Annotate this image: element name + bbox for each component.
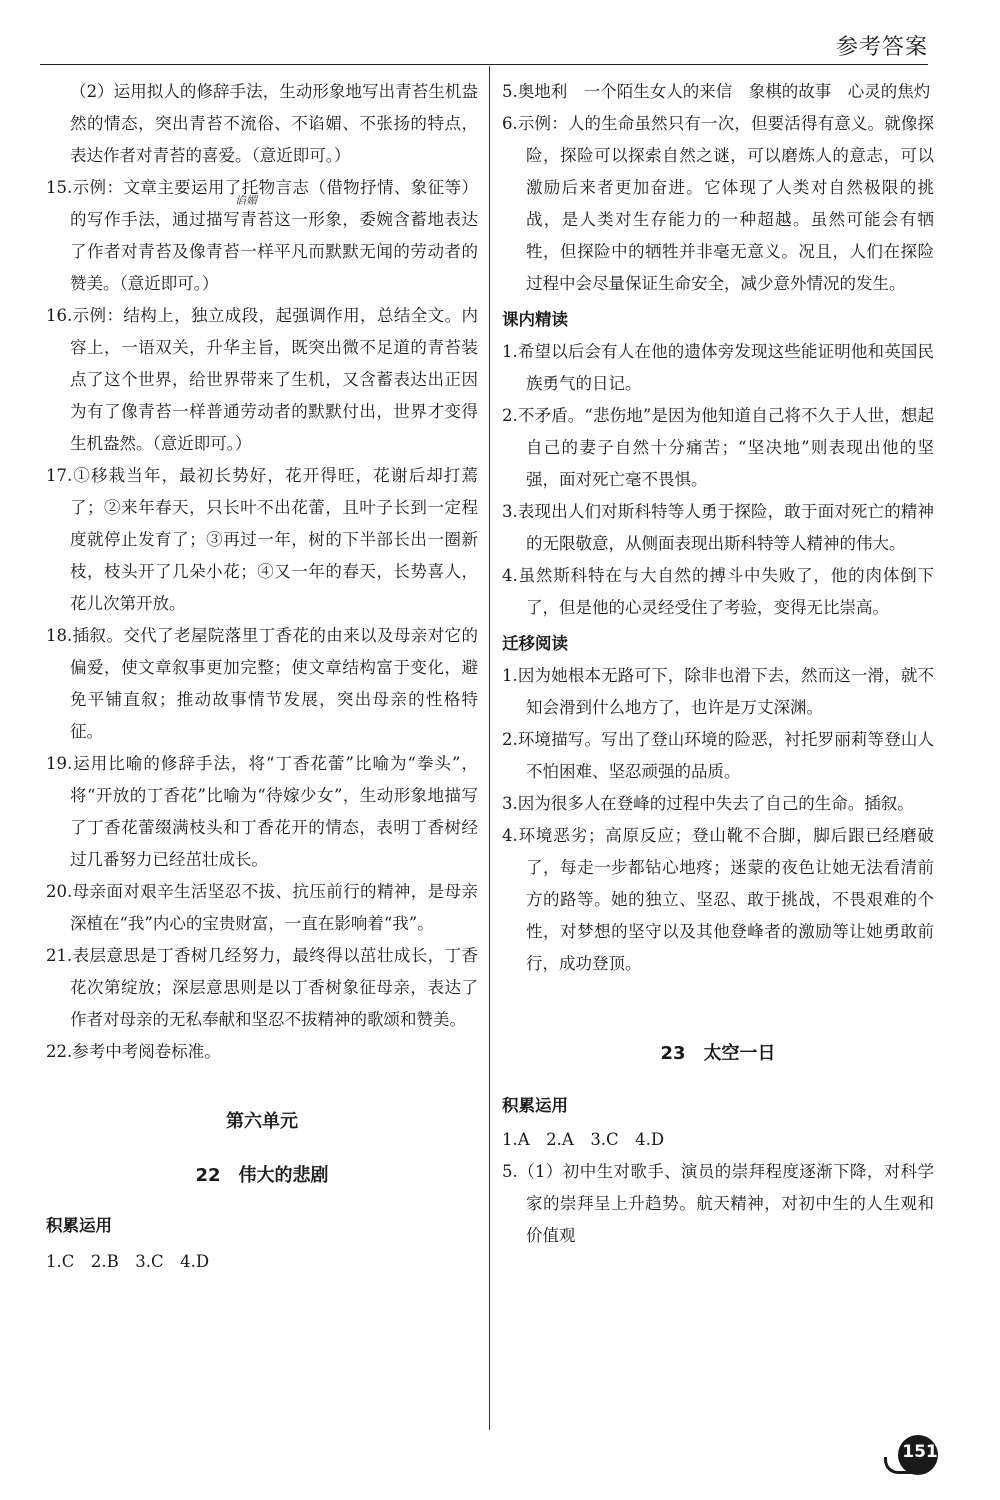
section-heading-jileiyunyong-2: 积累运用 xyxy=(502,1096,568,1115)
answer-kn4: 4.虽然斯科特在与大自然的搏斗中失败了，他的肉体倒下了，但是他的心灵经受住了考验，变得无比崇高。 xyxy=(502,566,934,617)
left-column xyxy=(46,76,478,1278)
page-number-badge xyxy=(898,1435,942,1475)
lesson-heading-23: 23 太空一日 xyxy=(660,1043,776,1064)
answer-q22: 22.参考中考阅卷标准。 xyxy=(46,1042,221,1061)
section-heading-qianyi: 迁移阅读 xyxy=(502,634,568,653)
answer-kn1: 1.希望以后会有人在他的遗体旁发现这些能证明他和英国民族勇气的日记。 xyxy=(502,342,934,393)
answer-kn3: 3.表现出人们对斯科特等人勇于探险，敢于面对死亡的精神的无限敬意，从侧面表现出斯科特等人精神的伟大。 xyxy=(502,502,934,553)
answer-qy3: 3.因为很多人在登峰的过程中失去了自己的生命。插叙。 xyxy=(502,794,914,813)
right-column xyxy=(502,76,934,1252)
answer-q18: 18.插叙。交代了老屋院落里丁香花的由来以及母亲对它的偏爱，使文章叙事更加完整；使文章结构富于变化，避免平铺直叙；推动故事情节发展，突出母亲的性格特征。 xyxy=(46,626,478,741)
unit-heading: 第六单元 xyxy=(226,1111,298,1132)
answer-q6: 6.示例：人的生命虽然只有一次，但要活得有意义。就像探险，探险可以探索自然之谜，可以磨炼人的意志，可以激励后来者更加奋进。它体现了人类对自然极限的挑战，是人类对生存能力的一种超越。虽然可能会有牺牲，但探险中的牺牲并非毫无意义。况且，人们在探险过程中会尽量保证生命安全，减少意外情况的发生。 xyxy=(502,114,934,293)
answer-qy1: 1.因为她根本无路可下，除非也滑下去，然而这一滑，就不知会滑到什么地方了，也许是万丈深渊。 xyxy=(502,666,934,717)
running-header-title: 参考答案 xyxy=(835,35,928,60)
section-heading-kenei: 课内精读 xyxy=(502,310,568,329)
answer-q14-2: （2）运用拟人的修辞手法，生动形象地写出青苔生机盎然的情态，突出青苔不流俗、不谄媚、不张扬的特点，表达作者对青苔的喜爱。（意近即可。） xyxy=(70,82,478,165)
answer-kn2: 2.不矛盾。“悲伤地”是因为他知道自己将不久于人世，想起自己的妻子自然十分痛苦；“坚决地”则表现出他的坚强，面对死亡毫不畏惧。 xyxy=(502,406,934,489)
choice-answers: 1.C 2.B 3.C 4.D xyxy=(46,1252,210,1271)
answer-q5b: 5.（1）初中生对歌手、演员的崇拜程度逐渐下降，对科学家的崇拜呈上升趋势。航天精神，对初中生的人生观和价值观 xyxy=(502,1162,934,1245)
answer-q5: 5.奥地利 一个陌生女人的来信 象棋的故事 心灵的焦灼 xyxy=(502,82,931,101)
answer-q20: 20.母亲面对艰辛生活坚忍不拔、抗压前行的精神，是母亲深植在“我”内心的宝贵财富，一直在影响着“我”。 xyxy=(46,882,478,933)
handwritten-note: 谄媚 xyxy=(235,194,257,207)
page-number: 151 xyxy=(902,1442,938,1462)
answer-qy2: 2.环境描写。写出了登山环境的险恶，衬托罗丽莉等登山人不怕困难、坚忍顽强的品质。 xyxy=(502,730,934,781)
answer-q15: 15.示例：文章主要运用了托物言志（借物抒情、象征等）的写作手法，通过描写青苔这一形象，委婉含蓄地表达了作者对青苔及像青苔一样平凡而默默无闻的劳动者的赞美。（意近即可。） xyxy=(46,178,478,293)
choice-answers-2: 1.A 2.A 3.C 4.D xyxy=(502,1130,665,1149)
answer-qy4: 4.环境恶劣；高原反应；登山靴不合脚，脚后跟已经磨破了，每走一步都钻心地疼；迷蒙的夜色让她无法看清前方的路等。她的独立、坚忍、敢于挑战，不畏艰难的个性，对梦想的坚守以及其他登峰者的激励等让她勇敢前行，成功登顶。 xyxy=(502,826,934,973)
answer-q19: 19.运用比喻的修辞手法，将“丁香花蕾”比喻为“拳头”，将“开放的丁香花”比喻为“待嫁少女”，生动形象地描写了丁香花蕾缀满枝头和丁香花开的情态，表明丁香树经过几番努力已经茁壮成长。 xyxy=(46,754,478,869)
answer-q17: 17.①移栽当年，最初长势好，花开得旺，花谢后却打蔫了；②来年春天，只长叶不出花蕾，且叶子长到一定程度就停止发育了；③再过一年，树的下半部长出一圈新枝，枝头开了几朵小花；④又一年的春天，长势喜人，花儿次第开放。 xyxy=(46,466,478,613)
column-divider xyxy=(489,66,490,1430)
lesson-heading-22: 22 伟大的悲剧 xyxy=(195,1165,329,1186)
answer-q16: 16.示例：结构上，独立成段，起强调作用，总结全文。内容上，一语双关，升华主旨，既突出微不足道的青苔装点了这个世界，给世界带来了生机，又含蓄表达出正因为有了像青苔一样普通劳动者的默默付出，世界才变得生机盎然。（意近即可。） xyxy=(46,306,478,453)
section-heading-jileiyunyong: 积累运用 xyxy=(46,1216,112,1235)
answer-q21: 21.表层意思是丁香树几经努力，最终得以茁壮成长，丁香花次第绽放；深层意思则是以丁香树象征母亲，表达了作者对母亲的无私奉献和坚忍不拔精神的歌颂和赞美。 xyxy=(46,946,478,1029)
header-rule xyxy=(40,64,928,65)
